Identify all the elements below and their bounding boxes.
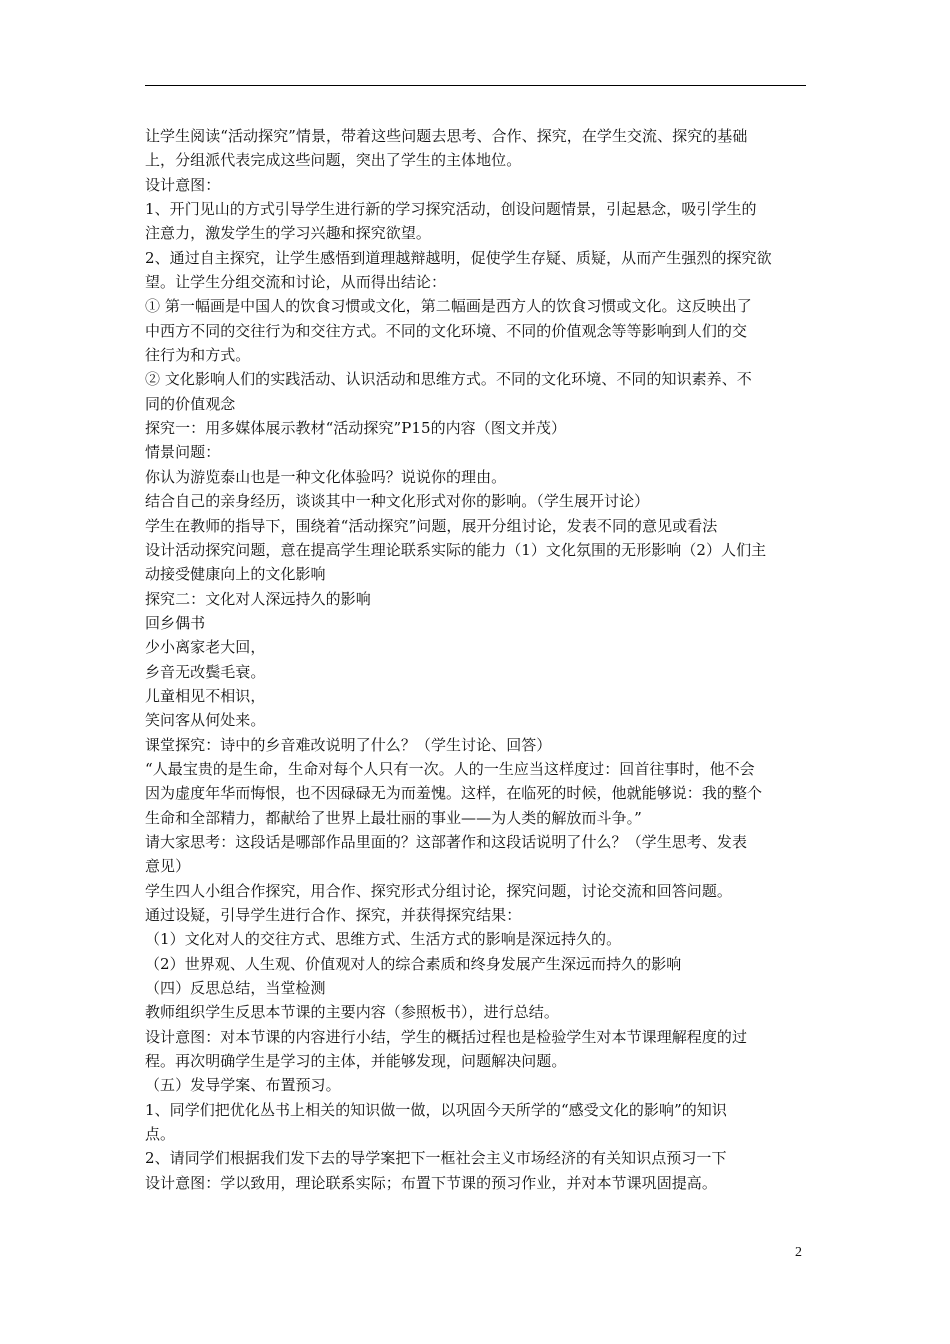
poem-line: 少小离家老大回， bbox=[145, 638, 266, 657]
text-line: 课堂探究：诗中的乡音难改说明了什么？（学生讨论、回答） bbox=[145, 735, 552, 754]
text-line: 中西方不同的交往行为和交往方式。不同的文化环境、不同的价值观念等等影响到人们的交 bbox=[145, 321, 748, 340]
text-line: 探究一：用多媒体展示教材“活动探究”P15的内容（图文并茂） bbox=[145, 419, 567, 438]
text-line: 让学生阅读“活动探究”情景，带着这些问题去思考、合作、探究，在学生交流、探究的基础 bbox=[145, 127, 748, 145]
text-line: 设计意图：学以致用，理论联系实际；布置下节课的预习作业，并对本节课巩固提高。 bbox=[145, 1173, 717, 1192]
text-line: 动接受健康向上的文化影响 bbox=[145, 565, 326, 584]
text-line: 结合自己的亲身经历，谈谈其中一种文化形式对你的影响。（学生展开讨论） bbox=[145, 492, 650, 511]
quote-line: 生命和全部精力，都献给了世界上最壮丽的事业——为人类的解放而斗争。” bbox=[145, 808, 642, 827]
text-line: （1）文化对人的交往方式、思维方式、生活方式的影响是深远持久的。 bbox=[145, 930, 622, 949]
text-line: （2）世界观、人生观、价值观对人的综合素质和终身发展产生深远而持久的影响 bbox=[145, 954, 682, 973]
section-heading: （五）发导学案、布置预习。 bbox=[145, 1076, 341, 1095]
text-line: 情景问题： bbox=[145, 443, 221, 462]
poem-line: 儿童相见不相识， bbox=[145, 686, 266, 705]
text-line: 探究二：文化对人深远持久的影响 bbox=[145, 589, 371, 608]
text-line: 通过设疑，引导学生进行合作、探究，并获得探究结果： bbox=[145, 906, 522, 924]
header-rule bbox=[145, 85, 806, 86]
text-line: 望。让学生分组交流和讨论，从而得出结论： bbox=[145, 273, 447, 292]
text-line: ① 第一幅画是中国人的饮食习惯或文化，第二幅画是西方人的饮食习惯或文化。这反映出了 bbox=[145, 297, 752, 316]
text-line: 你认为游览泰山也是一种文化体验吗？说说你的理由。 bbox=[145, 467, 507, 486]
text-line: 上，分组派代表完成这些问题，突出了学生的主体地位。 bbox=[145, 151, 522, 170]
text-line: 设计活动探究问题，意在提高学生理论联系实际的能力（1）文化氛围的无形影响（2）人们主 bbox=[145, 540, 767, 559]
text-line: ② 文化影响人们的实践活动、认识活动和思维方式。不同的文化环境、不同的知识素养、不 bbox=[145, 370, 752, 389]
poem-line: 笑问客从何处来。 bbox=[145, 711, 266, 730]
text-line: 学生在教师的指导下，围绕着“活动探究”问题，展开分组讨论，发表不同的意见或看法 bbox=[145, 516, 718, 535]
text-line: 注意力，激发学生的学习兴趣和探究欲望。 bbox=[145, 224, 431, 243]
text-line: 1、同学们把优化丛书上相关的知识做一做，以巩固今天所学的“感受文化的影响”的知识 bbox=[145, 1100, 727, 1119]
text-line: 1、开门见山的方式引导学生进行新的学习探究活动，创设问题情景，引起悬念，吸引学生的 bbox=[145, 200, 757, 219]
document-body bbox=[145, 124, 807, 1195]
text-line: 点。 bbox=[145, 1125, 176, 1144]
text-line: 学生四人小组合作探究，用合作、探究形式分组讨论，探究问题，讨论交流和回答问题。 bbox=[145, 881, 732, 900]
text-line: 程。再次明确学生是学习的主体，并能够发现，问题解决问题。 bbox=[145, 1052, 567, 1071]
quote-line: “人最宝贵的是生命，生命对每个人只有一次。人的一生应当这样度过：回首往事时，他不会 bbox=[145, 759, 755, 778]
poem-line: 乡音无改鬓毛衰。 bbox=[145, 662, 266, 681]
text-line: 同的价值观念 bbox=[145, 394, 236, 413]
text-line: 教师组织学生反思本节课的主要内容（参照板书），进行总结。 bbox=[145, 1003, 559, 1022]
quote-line: 因为虚度年华而悔恨，也不因碌碌无为而羞愧。这样，在临死的时候，他就能够说：我的整个 bbox=[145, 784, 763, 803]
page-number: 2 bbox=[795, 1245, 802, 1260]
text-line: 设计意图： bbox=[145, 175, 221, 194]
text-line: 2、请同学们根据我们发下去的导学案把下一框社会主义市场经济的有关知识点预习一下 bbox=[145, 1149, 727, 1168]
text-line: 请大家思考：这段话是哪部作品里面的？这部著作和这段话说明了什么？（学生思考、发表 bbox=[145, 832, 748, 851]
text-line: 意见） bbox=[145, 857, 191, 876]
section-heading: （四）反思总结，当堂检测 bbox=[145, 979, 326, 998]
text-line: 2、通过自主探究，让学生感悟到道理越辩越明，促使学生存疑、质疑，从而产生强烈的探究欲 bbox=[145, 248, 772, 267]
text-line: 往行为和方式。 bbox=[145, 346, 251, 365]
poem-title: 回乡偶书 bbox=[145, 613, 206, 632]
text-line: 设计意图：对本节课的内容进行小结，学生的概括过程也是检验学生对本节课理解程度的过 bbox=[145, 1027, 748, 1046]
